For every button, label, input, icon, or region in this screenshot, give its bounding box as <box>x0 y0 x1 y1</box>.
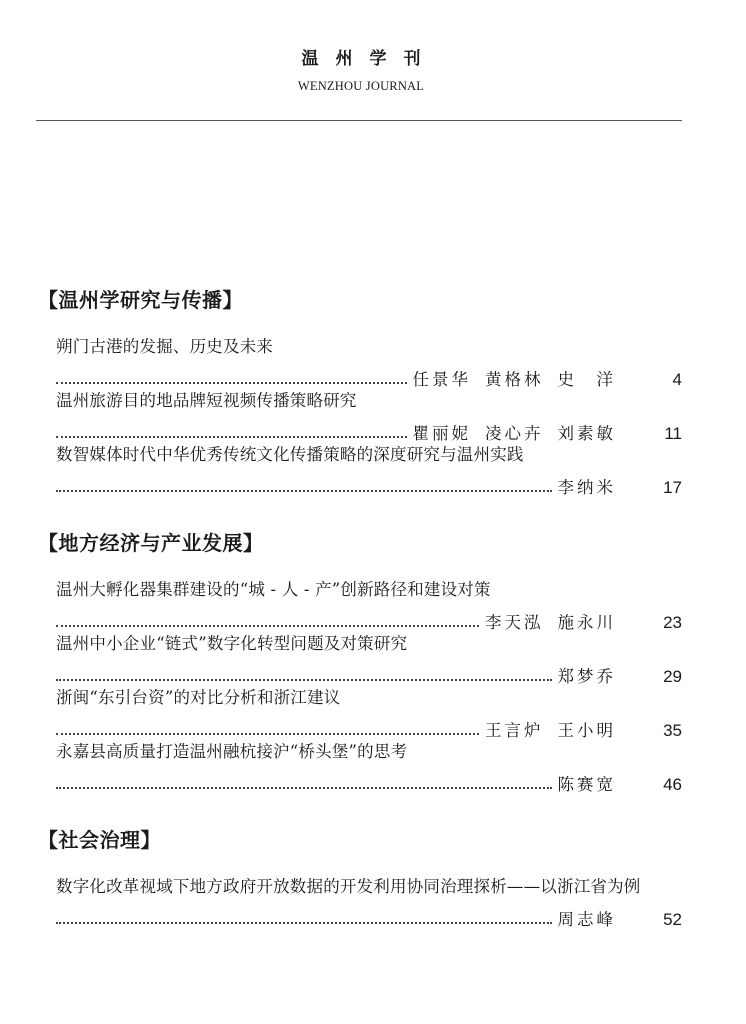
toc-entry[interactable] <box>56 876 682 928</box>
journal-title-en: WENZHOU JOURNAL <box>297 79 425 93</box>
article-authors <box>558 474 617 498</box>
page-number: 4 <box>672 370 682 389</box>
leader-dots <box>56 370 407 384</box>
journal-title-cn: 温州学刊 <box>301 49 438 69</box>
toc-entry[interactable] <box>56 444 682 496</box>
author-name: 周志峰 <box>557 910 616 929</box>
toc-entry[interactable] <box>56 633 682 685</box>
leader-dots <box>56 910 552 924</box>
section-heading: 【地方经济与产业发展】 <box>38 531 264 555</box>
article-title[interactable]: 温州大孵化器集群建设的“城 - 人 - 产”创新路径和建设对策 <box>56 580 491 599</box>
leader-dots <box>56 775 552 789</box>
author-name: 李纳米 <box>557 478 616 497</box>
author-name: 郑梦乔 <box>557 667 616 686</box>
author-name: 李天泓 <box>485 613 544 632</box>
author-name: 王言炉 <box>485 721 544 740</box>
leader-dots <box>56 478 552 492</box>
page-number: 29 <box>663 667 682 686</box>
author-name: 施永川 <box>557 613 616 632</box>
article-authors <box>558 906 617 930</box>
header-divider <box>36 120 682 121</box>
page-number: 11 <box>664 424 682 443</box>
section-heading: 【社会治理】 <box>38 828 161 852</box>
leader-dots <box>56 613 479 627</box>
masthead <box>0 44 722 94</box>
page-number: 17 <box>663 478 682 497</box>
author-name: 王小明 <box>557 721 616 740</box>
toc-entry[interactable] <box>56 741 682 793</box>
author-name: 陈赛宽 <box>557 775 616 794</box>
article-title[interactable]: 温州中小企业“链式”数字化转型问题及对策研究 <box>56 634 408 653</box>
article-authors <box>485 717 616 741</box>
author-name: 任景华 <box>412 370 471 389</box>
leader-dots <box>56 424 407 438</box>
toc-entry[interactable] <box>56 390 682 442</box>
toc-entry[interactable] <box>56 336 682 388</box>
article-authors <box>485 609 616 633</box>
article-title[interactable]: 永嘉县高质量打造温州融杭接沪“桥头堡”的思考 <box>56 742 408 761</box>
page-number: 23 <box>663 613 682 632</box>
article-authors <box>413 420 617 444</box>
page-number: 52 <box>663 910 682 929</box>
author-name: 凌心卉 <box>485 424 544 443</box>
leader-dots <box>56 667 552 681</box>
article-title[interactable]: 朔门古港的发掘、历史及未来 <box>56 337 274 356</box>
leader-dots <box>56 721 479 735</box>
author-name: 史 洋 <box>557 370 616 389</box>
author-name: 黄格林 <box>485 370 544 389</box>
article-authors <box>558 771 617 795</box>
page-number: 35 <box>663 721 682 740</box>
toc-entry[interactable] <box>56 579 682 631</box>
article-authors <box>558 663 617 687</box>
article-title[interactable]: 浙闽“东引台资”的对比分析和浙江建议 <box>56 688 341 707</box>
page-number: 46 <box>663 775 682 794</box>
toc-entry[interactable] <box>56 687 682 739</box>
author-name: 瞿丽妮 <box>412 424 471 443</box>
article-title[interactable]: 数字化改革视域下地方政府开放数据的开发利用协同治理探析——以浙江省为例 <box>56 877 641 896</box>
article-title[interactable]: 温州旅游目的地品牌短视频传播策略研究 <box>56 391 357 410</box>
article-title[interactable]: 数智媒体时代中华优秀传统文化传播策略的深度研究与温州实践 <box>56 445 524 464</box>
article-authors <box>413 366 617 390</box>
author-name: 刘素敏 <box>557 424 616 443</box>
section-heading: 【温州学研究与传播】 <box>38 288 243 312</box>
